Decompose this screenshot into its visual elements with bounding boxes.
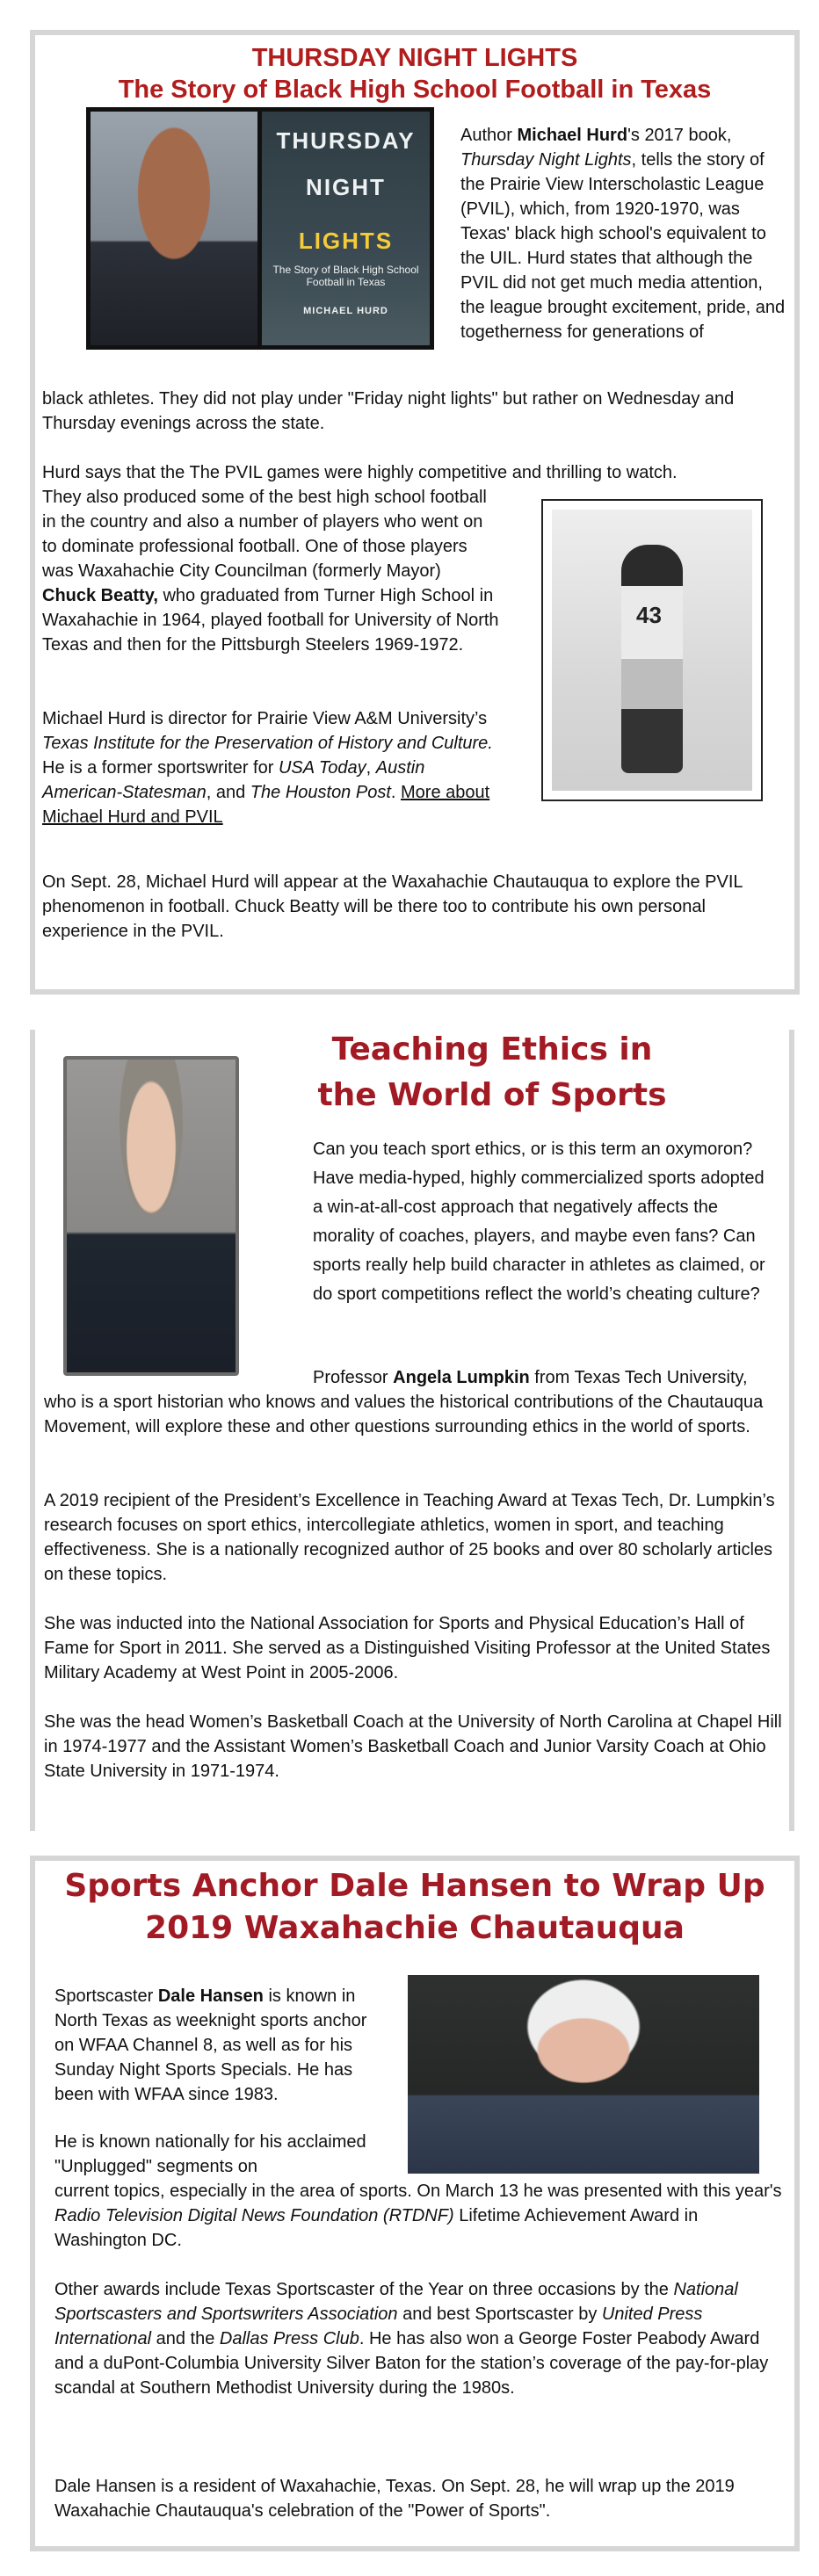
book-cover-subtitle: The Story of Black High School Football in Texas: [272, 264, 419, 288]
book-cover-image: [262, 107, 434, 350]
jersey-number: 43: [636, 602, 662, 628]
dale-hansen-photo: [408, 1975, 759, 2174]
michael-hurd-photo: [86, 107, 262, 350]
article-dale-hansen: [30, 1856, 800, 2551]
article1-paragraph2-line1: Hurd says that the The PVIL games were highly competitive and thrilling to watch.: [42, 463, 678, 482]
book-cover-title-1: THURSDAY: [276, 127, 416, 154]
article1-paragraph4: On Sept. 28, Michael Hurd will appear at the Waxahachie Chautauqua to explore the PVIL phenomenon in football. Chuck Beatty will be there too to contribute his own personal experience in the PVIL.: [42, 872, 743, 941]
article1-title-line1: THURSDAY NIGHT LIGHTS: [251, 44, 578, 72]
article3-paragraph2-part2: current topics, especially in the area of sports. On March 13 he was presented with this year's Radio Television Digital News Foundation (RTDNF) Lifetime Achievement Award in Washington DC.: [54, 2182, 782, 2250]
article2-title-line1: Teaching Ethics in: [331, 1031, 653, 1067]
article-thursday-night-lights: [30, 30, 800, 995]
article3-title-line2: 2019 Waxahachie Chautauqua: [145, 1910, 685, 1946]
more-about-hurd-link[interactable]: More about Michael Hurd and PVIL: [42, 783, 490, 827]
article2-paragraph1: Can you teach sport ethics, or is this term an oxymoron? Have media-hyped, highly commercialized sports adopted a win-at-all-cost approach that negatively affects the morality of coaches, players, and maybe even fans? Can sports really help build character in athletes as claimed, or do sport competitions reflect the world’s cheating culture?: [313, 1140, 765, 1304]
article2-paragraph4: She was inducted into the National Association for Sports and Physical Education’s Hall of Fame for Sport in 2011. She served as a Distinguished Visiting Professor at the United States Military Academy at West Point in 2005-2006.: [44, 1614, 771, 1682]
article2-paragraph2: who is a sport historian who knows and values the historical contributions of the Chautauqua Movement, will explore these and other questions surrounding ethics in the world of sports.: [44, 1393, 764, 1436]
article2-paragraph2-line1: Professor Angela Lumpkin from Texas Tech University,: [313, 1368, 748, 1387]
article1-paragraph2: They also produced some of the best high school football in the country and also a number of players who went on to dominate professional football. One of those players was Waxahachie City Councilman (formerly Mayor) Chuck Beatty, who graduated from Turner High School in Waxahachie in 1964, played football for University of North Texas and then for the Pittsburgh Steelers 1969-1972.: [42, 488, 499, 655]
article2-title-line2: the World of Sports: [317, 1077, 667, 1113]
article2-paragraph5: She was the head Women’s Basketball Coach at the University of North Carolina at Chapel Hill in 1974-1977 and the Assistant Women’s Basketball Coach and Junior Varsity Coach at Ohio State University in 1971-1974.: [44, 1712, 782, 1781]
book-cover-title-2: NIGHT: [306, 174, 386, 200]
angela-lumpkin-photo: [63, 1056, 239, 1376]
football-player-figure: [621, 545, 683, 773]
book-cover-author: MICHAEL HURD: [303, 306, 388, 316]
article2-paragraph3: A 2019 recipient of the President’s Excellence in Teaching Award at Texas Tech, Dr. Lumpkin’s research focuses on sport ethics, intercollegiate athletics, women in sport, and teaching effectiveness. She is a nationally recognized author of 25 books and over 80 scholarly articles on these topics.: [44, 1491, 775, 1584]
article1-paragraph1-part1: Author Michael Hurd's 2017 book, Thursday Night Lights, tells the story of the Prairie View Interscholastic League (PVIL), which, from 1920-1970, was Texas' black high school's equivalent to the UIL. Hurd states that although the PVIL did not get much media attention, the league brought excitement, pride, and togetherness for generations of: [460, 126, 786, 342]
article1-paragraph1-part2: black athletes. They did not play under "Friday night lights" but rather on Wednesday and Thursday evenings across the state.: [42, 389, 735, 433]
article-teaching-ethics: [30, 1030, 794, 1831]
article3-title-line1: Sports Anchor Dale Hansen to Wrap Up: [64, 1868, 765, 1904]
article3-paragraph3: Other awards include Texas Sportscaster of the Year on three occasions by the National Sportscasters and Sportswriters Association and best Sportscaster by United Press International and the Dallas Press Club. He has also won a George Foster Peabody Award and a duPont-Columbia University Silver Baton for the station’s coverage of the pay-for-play scandal at Southern Methodist University during the 1980s.: [54, 2280, 769, 2398]
book-cover-title-3: LIGHTS: [298, 228, 394, 254]
article1-paragraph3: Michael Hurd is director for Prairie View A&M University’s Texas Institute for the Preservation of History and Culture. He is a former sportswriter for USA Today, Austin American-Statesman, and The Houston Post. More about Michael Hurd and PVIL: [42, 709, 493, 827]
article1-title-line2: The Story of Black High School Football in Texas: [118, 76, 712, 104]
article3-paragraph2-part1: He is known nationally for his acclaimed "Unplugged" segments on: [54, 2132, 366, 2176]
chuck-beatty-photo: [541, 499, 763, 801]
article3-paragraph1: Sportscaster Dale Hansen is known in North Texas as weeknight sports anchor on WFAA Channel 8, as well as for his Sunday Night Sports Specials. He has been with WFAA since 1983.: [54, 1986, 367, 2104]
article3-paragraph4: Dale Hansen is a resident of Waxahachie, Texas. On Sept. 28, he will wrap up the 2019 Waxahachie Chautauqua's celebration of the "Power of Sports".: [54, 2477, 735, 2521]
